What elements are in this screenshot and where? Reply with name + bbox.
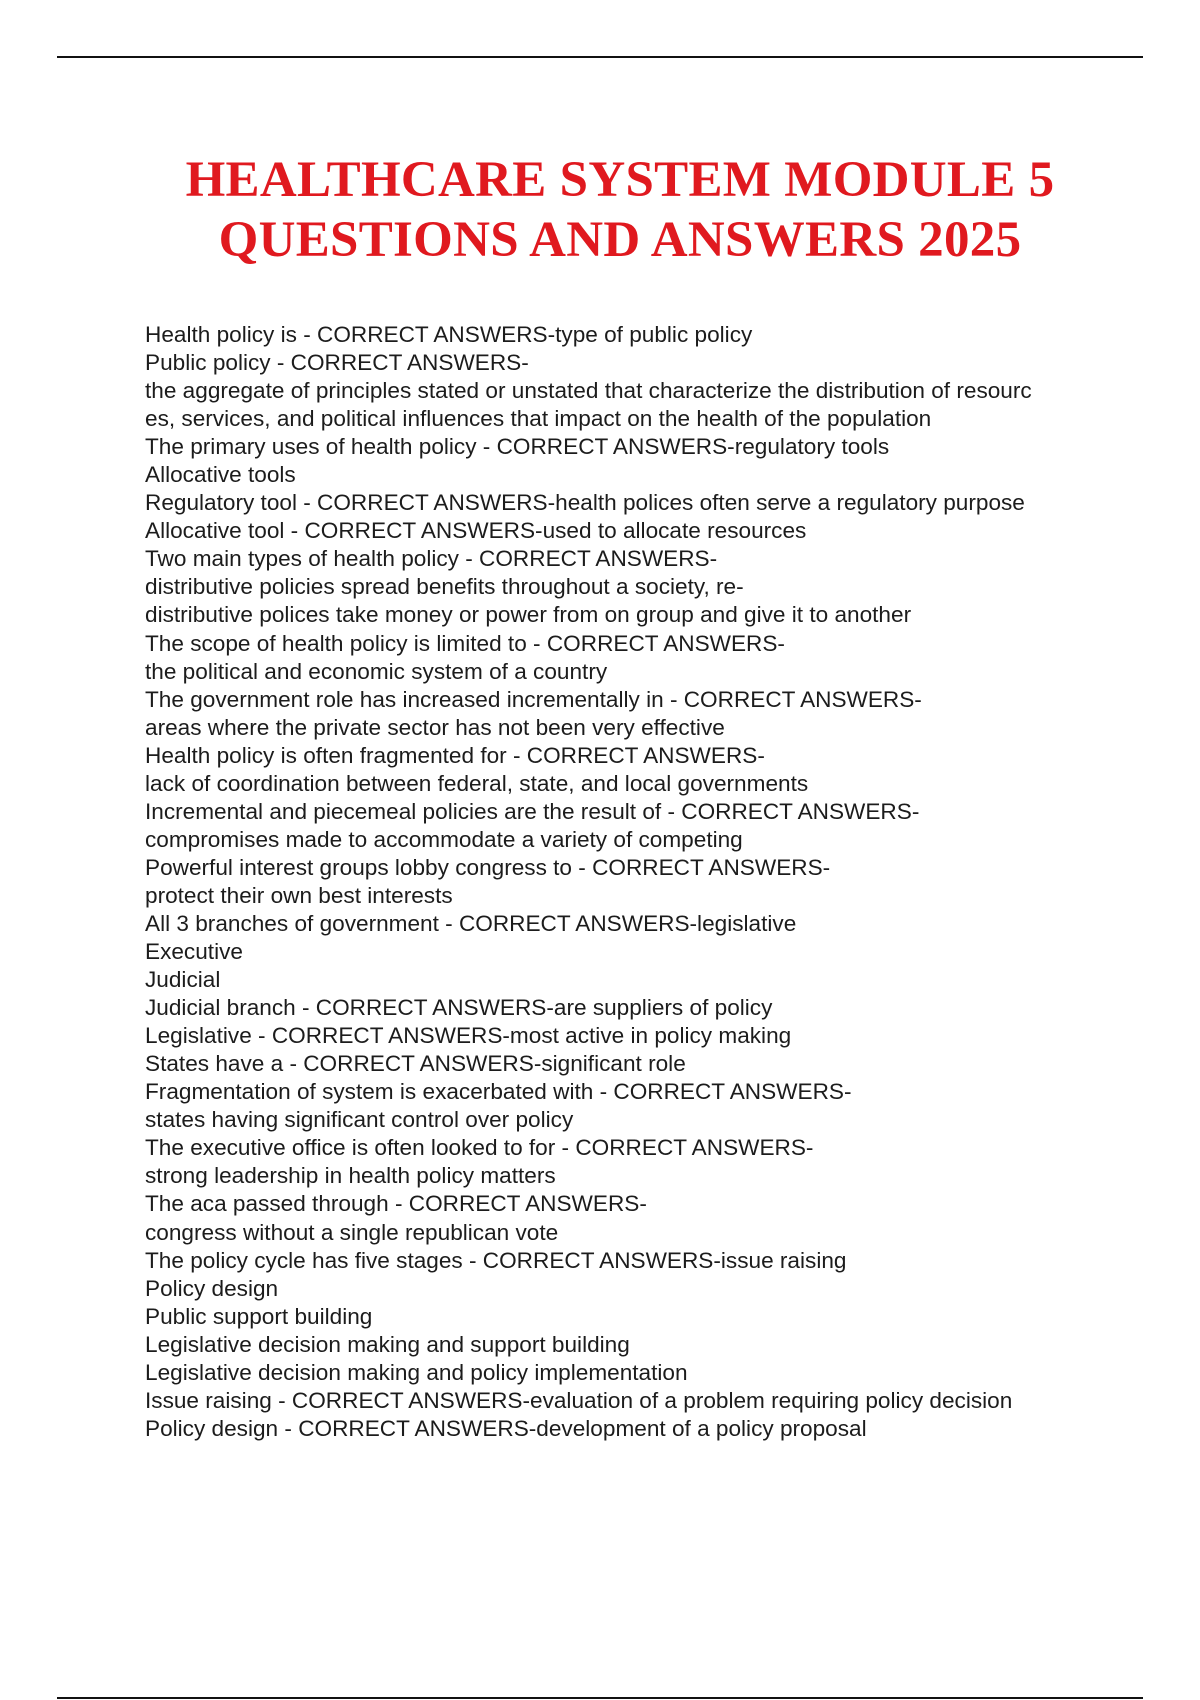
text-line: Legislative decision making and support building bbox=[145, 1331, 630, 1357]
text-line: Regulatory tool - CORRECT ANSWERS-health polices often serve a regulatory purpose bbox=[145, 490, 1025, 516]
text-line: Policy design bbox=[145, 1275, 279, 1301]
text-line: Executive bbox=[145, 939, 243, 965]
text-line: lack of coordination between federal, state, and local governments bbox=[145, 770, 809, 796]
text-line: All 3 branches of government - CORRECT ANSWERS-legislative bbox=[145, 910, 797, 936]
text-line: the political and economic system of a country bbox=[145, 658, 608, 684]
text-line: congress without a single republican vote bbox=[145, 1219, 559, 1245]
text-line: Allocative tools bbox=[145, 462, 296, 488]
text-line: The primary uses of health policy - CORRECT ANSWERS-regulatory tools bbox=[145, 434, 890, 460]
text-line: distributive policies spread benefits throughout a society, re- bbox=[145, 574, 744, 600]
text-line: strong leadership in health policy matters bbox=[145, 1163, 556, 1189]
text-line: Fragmentation of system is exacerbated with - CORRECT ANSWERS- bbox=[145, 1079, 852, 1105]
title-line: QUESTIONS AND ANSWERS 2025 bbox=[218, 212, 1022, 268]
text-line: Judicial branch - CORRECT ANSWERS-are suppliers of policy bbox=[145, 995, 773, 1021]
text-line: Powerful interest groups lobby congress to - CORRECT ANSWERS- bbox=[145, 854, 831, 880]
text-line: Health policy is often fragmented for - CORRECT ANSWERS- bbox=[145, 742, 765, 768]
text-line: The aca passed through - CORRECT ANSWERS- bbox=[145, 1191, 647, 1217]
text-line: Public policy - CORRECT ANSWERS- bbox=[145, 350, 529, 376]
text-line: compromises made to accommodate a variety of competing bbox=[145, 826, 743, 852]
text-line: Two main types of health policy - CORRECT ANSWERS- bbox=[145, 546, 718, 572]
text-line: States have a - CORRECT ANSWERS-significant role bbox=[145, 1051, 686, 1077]
text-line: the aggregate of principles stated or unstated that characterize the distribution of resourc bbox=[145, 378, 1032, 404]
text-line: Health policy is - CORRECT ANSWERS-type of public policy bbox=[145, 322, 753, 347]
text-line: Allocative tool - CORRECT ANSWERS-used to allocate resources bbox=[145, 518, 807, 544]
text-line: The policy cycle has five stages - CORRECT ANSWERS-issue raising bbox=[145, 1247, 847, 1273]
text-line: areas where the private sector has not been very effective bbox=[145, 714, 725, 740]
text-line: distributive polices take money or power from on group and give it to another bbox=[145, 602, 912, 628]
text-line: The government role has increased incrementally in - CORRECT ANSWERS- bbox=[145, 686, 922, 712]
text-line: Incremental and piecemeal policies are the result of - CORRECT ANSWERS- bbox=[145, 798, 920, 824]
text-line: Legislative decision making and policy implementation bbox=[145, 1359, 688, 1385]
text-line: Policy design - CORRECT ANSWERS-development of a policy proposal bbox=[145, 1415, 867, 1441]
qa-text-body bbox=[145, 321, 1145, 1443]
header-rule bbox=[57, 56, 1143, 58]
text-line: Judicial bbox=[145, 967, 221, 993]
text-line: Public support building bbox=[145, 1303, 373, 1329]
text-line: states having significant control over policy bbox=[145, 1107, 574, 1133]
text-line: es, services, and political influences that impact on the health of the population bbox=[145, 406, 932, 432]
title-line: HEALTHCARE SYSTEM MODULE 5 bbox=[185, 152, 1055, 208]
text-line: The executive office is often looked to for - CORRECT ANSWERS- bbox=[145, 1135, 814, 1161]
text-line: Legislative - CORRECT ANSWERS-most active in policy making bbox=[145, 1023, 792, 1049]
text-line: Issue raising - CORRECT ANSWERS-evaluation of a problem requiring policy decision bbox=[145, 1387, 1013, 1413]
text-line: The scope of health policy is limited to - CORRECT ANSWERS- bbox=[145, 630, 785, 656]
document-title bbox=[60, 150, 1180, 270]
footer-rule bbox=[57, 1697, 1143, 1699]
text-line: protect their own best interests bbox=[145, 882, 453, 908]
